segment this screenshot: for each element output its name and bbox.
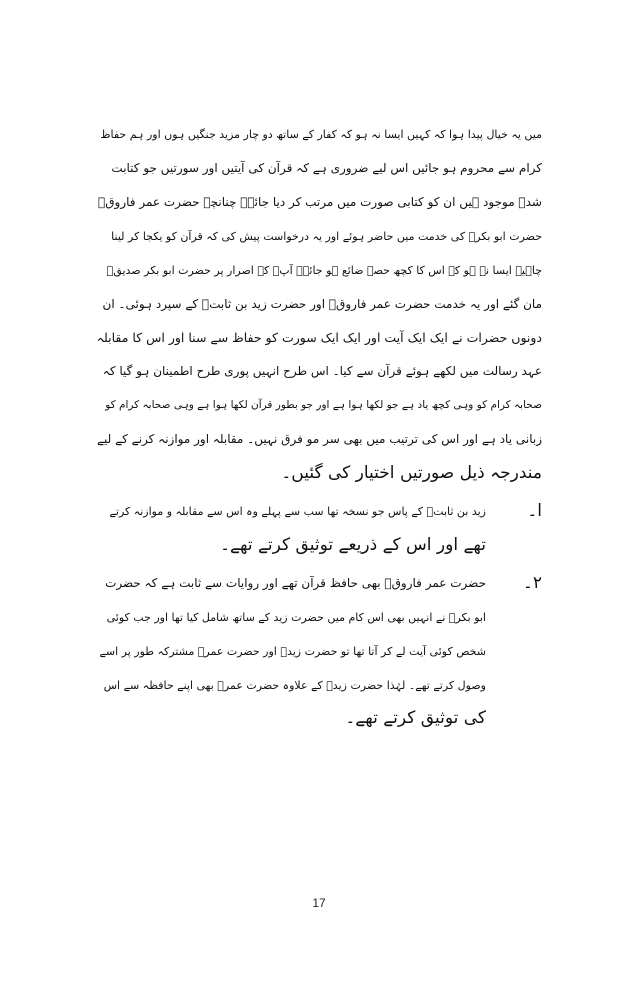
paragraph-line: کرام سے محروم ہو جائیں اس لیے ضروری ہے کہ قرآن کی آیتیں اور سورتیں جو کتابت xyxy=(111,160,542,175)
page-number: 17 xyxy=(312,896,326,910)
list-item-body xyxy=(96,567,486,737)
list-item-line: زید بن ثابتؓ کے پاس جو نسخہ تھا سب سے پہلے وہ اس سے مقابلہ و موازنہ کرتے xyxy=(109,504,486,518)
list-item-line: تھے اور اس کے ذریعے توثیق کرتے تھے۔ xyxy=(220,534,486,555)
list-item-line: حضرت عمر فاروقؓ بھی حافظ قرآن تھے اور روایات سے ثابت ہے کہ حضرت xyxy=(105,575,486,590)
paragraph-line: عہد رسالت میں لکھے ہوئے قرآن سے کیا۔ اس طرح انہیں پوری طرح اطمینان ہو گیا کہ xyxy=(102,364,542,379)
paragraph-line: چاہیے ایسا نہ ہو کہ اس کا کچھ حصہ ضائع ہو جائے۔ آپؓ کے اصرار پر حضرت ابو بکر صدیقؓ xyxy=(106,263,542,277)
list-marker: ۲۔ xyxy=(522,572,542,593)
paragraph-line: زبانی یاد ہے اور اس کی ترتیب میں بھی سر مو فرق نہیں۔ مقابلہ اور موازنہ کرنے کے لیے xyxy=(96,432,542,447)
list-item-line: وصول کرتے تھے۔ لہٰذا حضرت زیدؓ کے علاوہ حضرت عمرؓ بھی اپنے حافظہ سے اس xyxy=(103,678,486,692)
list-item-line: کی توثیق کرتے تھے۔ xyxy=(345,708,486,729)
list-item-line: شخص کوئی آیت لے کر آتا تھا تو حضرت زیدؓ اور حضرت عمرؓ مشترکہ طور پر اسے xyxy=(99,644,486,658)
paragraph-line: مندرجہ ذیل صورتیں اختیار کی گئیں۔ xyxy=(281,463,542,484)
paragraph-line: مان گئے اور یہ خدمت حضرت عمر فاروقؓ اور حضرت زید بن ثابتؓ کے سپرد ہوئی۔ ان xyxy=(102,296,542,311)
list-marker: ا۔ xyxy=(527,500,542,521)
urdu-text-block xyxy=(96,118,542,736)
paragraph-line: شدہ موجود ہیں ان کو کتابی صورت میں مرتب کر دیا جائے۔ چنانچہ حضرت عمر فاروقؓ xyxy=(98,194,542,209)
list-item-line: ابو بکرؓ نے انہیں بھی اس کام میں حضرت زید کے ساتھ شامل کیا تھا اور جب کوئی xyxy=(106,610,486,624)
main-paragraph xyxy=(96,118,542,491)
paragraph-line: حضرت ابو بکرؓ کی خدمت میں حاضر ہوئے اور یہ درخواست پیش کی کہ قرآن کو یکجا کر لینا xyxy=(111,229,542,243)
list-item-2 xyxy=(96,567,542,737)
paragraph-line: دونوں حضرات نے ایک ایک آیت اور ایک ایک سورت کو حفاظ سے سنا اور اس کا مقابلہ xyxy=(96,330,542,346)
paragraph-line: میں یہ خیال پیدا ہوا کہ کہیں ایسا نہ ہو کہ کفار کے ساتھ دو چار مزید جنگیں ہوں اور ہم حفاظ xyxy=(100,128,542,141)
paragraph-line: صحابہ کرام کو وہی کچھ یاد ہے جو لکھا ہوا ہے اور جو بطور قرآن لکھا ہوا ہے وہی صحابہ کرام کو xyxy=(105,399,542,412)
list-item-1 xyxy=(96,495,542,563)
list-item-body xyxy=(96,495,486,563)
